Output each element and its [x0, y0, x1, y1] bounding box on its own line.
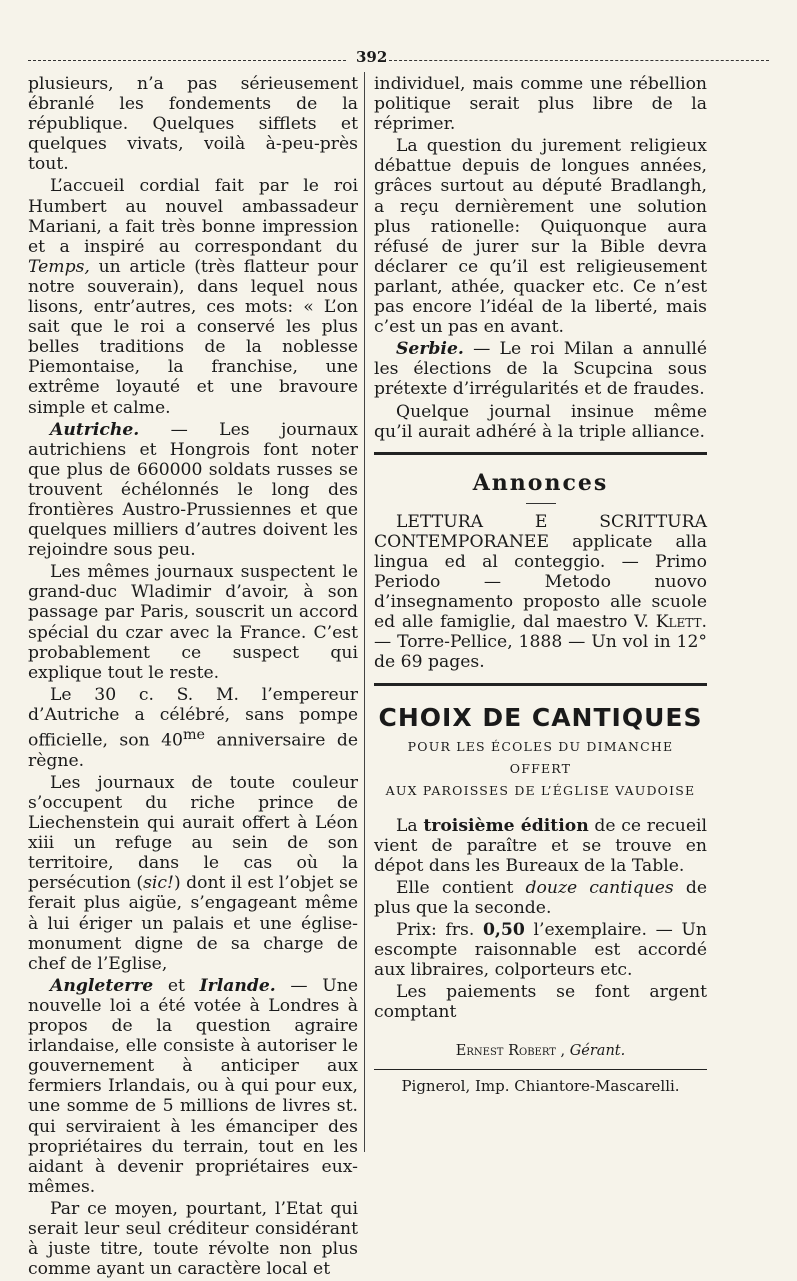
paragraph-triple-alliance: Quelque journal insinue même qu’il aurait adhéré à la triple alliance. [374, 401, 707, 442]
newspaper-title: Temps, [28, 256, 90, 277]
paragraph-contient: Elle contient douze cantiques de plus que la seconde. [374, 877, 707, 918]
ordinal-suffix: me [182, 727, 206, 743]
page-number: 392 [356, 48, 388, 66]
heading-serbie: Serbie. [396, 339, 464, 360]
paragraph-paiements: Les paiements se font argent comptant [374, 982, 707, 1023]
paragraph-jurement: La question du jurement religieux débattue depuis de longues années, grâces surtout au député Bradlangh, a reçu dernièrement une solution plus rationelle: Quiquonque aura réfusé de jurer sur la Bible devra déclarer ce qu’il est religieusement parlant, athée, quacker etc. Ce n’est pas encore l’idéal de la liberté, mais c’est un pas en avant. [374, 136, 707, 338]
left-column [28, 74, 358, 1281]
header-rule-left [28, 60, 346, 61]
announce-rule [374, 683, 707, 686]
section-rule [374, 452, 707, 455]
signature-role: Gérant. [569, 1042, 626, 1059]
section-serbie: Serbie. — Le roi Milan a annullé les élections de la Scupcina sous prétexte d’irrégularités et de fraudes. [374, 339, 707, 400]
choix-subtitle-3: AUX PAROISSES DE L’ÉGLISE VAUDOISE [385, 782, 696, 798]
section-angleterre: Angleterre et Irlande. — Une nouvelle loi a été votée à Londres à propos de la question agraire irlandaise, elle consiste à autoriser le gouvernement à anticiper aux fermiers Irlandais, ou à qui pour eux, une somme de 5 millions de livres st. qui serviraient à les émanciper des propriétaires du terrain, tout en les aidant à devenir propriétaires eux-mêmes. [28, 975, 358, 1197]
contient-italic: douze cantiques [525, 877, 674, 898]
paragraph-empereur: Le 30 c. S. M. l’empereur d’Autriche a célébré, sans pompe officielle, son $40^{me}$ anniversaire de règne. [28, 684, 358, 771]
header-rule-right [389, 60, 769, 61]
price-value: 0,50 [482, 920, 525, 941]
column-divider [364, 72, 365, 1152]
paragraph-wladimir: Les mêmes journaux suspectent le grand-duc Wladimir d’avoir, à son passage par Paris, souscrit un accord spécial du czar avec la France. C’est probablement ce suspect qui explique tout le reste. [28, 562, 358, 683]
small-dash [526, 503, 556, 504]
right-column [374, 74, 707, 1096]
imprint-rule [374, 1069, 707, 1070]
paragraph-republique: plusieurs, n’a pas sérieusement ébranlé les fondements de la république. Quelques sifflets et quelques vivats, voilà à-peu-près tout. [28, 74, 358, 175]
edition-bold: troisième édition [423, 815, 589, 836]
page-header [28, 48, 769, 68]
paragraph-prix: Prix: frs. 0,50 l’exemplaire. — Un escompte raisonnable est accordé aux libraires, colporteurs etc. [374, 920, 707, 981]
choix-subtitle-2: OFFERT [509, 760, 572, 776]
paragraph-liechenstein: Les journaux de toute couleur s’occupent du riche prince de Liechenstein qui aurait offert à Léon xiii un refuge au sein de son territoire, dans le cas où la persécution (sic!) dont il est l’objet se ferait plus aigüe, s’engageant même à lui ériger un palais et une église-monument digne de sa charge de chef de l’Eglise, [28, 772, 358, 974]
annonces-heading: Annonces [472, 469, 609, 496]
section-autriche: Autriche. — Les journaux autrichiens et Hongrois font noter que plus de 660000 soldats russes se trouvent échélonnés le long des frontières Austro-Prussiennes et que quelques milliers d’autres doivent les rejoindre sous peu. [28, 419, 358, 561]
paragraph-edition: La troisième édition de ce recueil vient de paraître et se trouve en dépot dans les Bureaux de la Table. [374, 815, 707, 876]
announce-lettura: LETTURA E SCRITTURA CONTEMPORANEE applicate alla lingua ed al conteggio. — Primo Periodo — Metodo nuovo d’insegnamento proposto alle scuole ed alle famiglie, dal maestro V. Klett. — Torre-Pellice, 1888 — Un vol in 12° de 69 pages. [374, 511, 707, 673]
paragraph-etat: Par ce moyen, pourtant, l’Etat qui serait leur seul créditeur considérant à juste titre, toute révolte non plus comme ayant un caractère local et [28, 1198, 358, 1280]
signature: Ernest Robert , Gérant. [455, 1042, 626, 1059]
sic-note: sic! [143, 873, 174, 894]
signature-name: Ernest Robert [455, 1042, 556, 1059]
paragraph-humbert: L’accueil cordial fait par le roi Humbert au nouvel ambassadeur Mariani, a fait très bonne impression et a inspiré au correspondant du Temps, un article (très flatteur pour notre souverain), dans lequel nous lisons, entr’autres, ces mots: « L’on sait que le roi a conservé les plus belles traditions de la noblesse Piemontaise, la franchise, une extrême loyauté et une bravoure simple et calme. [28, 176, 358, 418]
author-klett: Klett [655, 612, 702, 633]
choix-heading: CHOIX DE CANTIQUES [378, 702, 703, 732]
paragraph-individuel: individuel, mais comme une rébellion politique serait plus libre de la réprimer. [374, 74, 707, 135]
heading-angleterre: Angleterre [50, 975, 154, 996]
heading-autriche: Autriche. [50, 419, 140, 440]
imprint: Pignerol, Imp. Chiantore-Mascarelli. [401, 1076, 680, 1095]
heading-irlande: Irlande. [199, 975, 276, 996]
choix-subtitle-1: POUR LES ÉCOLES DU DIMANCHE [407, 738, 674, 754]
